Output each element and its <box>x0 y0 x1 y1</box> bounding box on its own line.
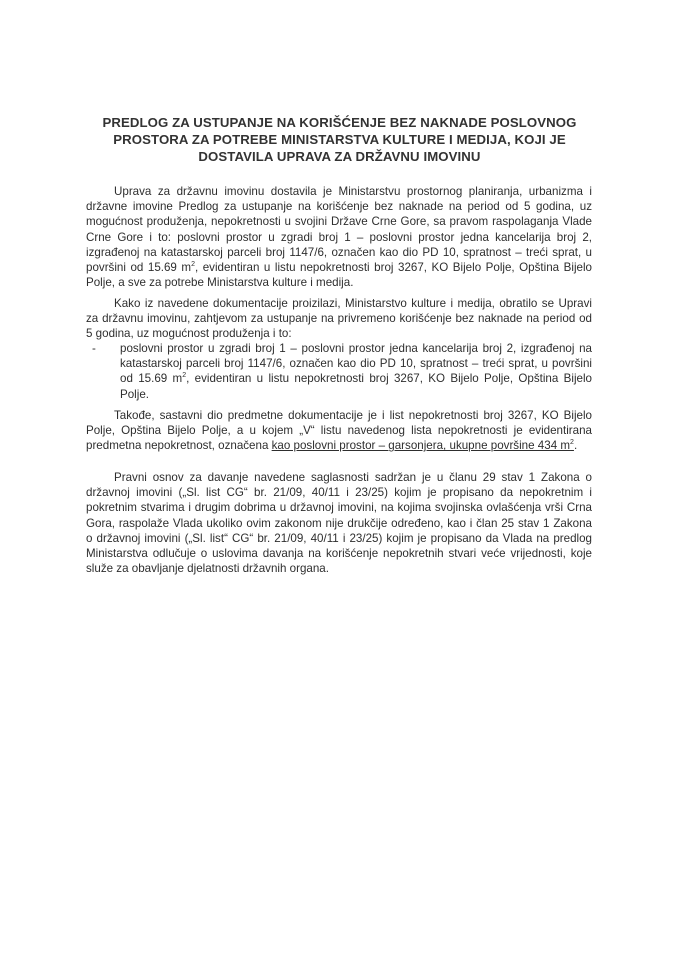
paragraph-intro-tail: , evidentiran u listu nepokretnosti broj 3267, KO Bijelo Polje, Opština Bijelo Polje, a sve za potrebe Ministarstva kulture i medija. <box>86 261 592 290</box>
property-list <box>86 341 592 402</box>
list-bullet: - <box>92 342 96 355</box>
paragraph-intro <box>86 184 592 290</box>
list-item-tail: , evidentiran u listu nepokretnosti broj 3267, KO Bijelo Polje, Opština Bijelo Polje. <box>120 372 592 401</box>
paragraph-request: Kako iz navedene dokumentacije proizilazi, Ministarstvo kulture i medija, obratilo se Upravi za državnu imovinu, zahtjevom za ustupanje na privremeno korišćenje bez naknade na period od 5 godina, uz mogućnost produženja i to: <box>86 297 592 341</box>
paragraph-legal-basis: Pravni osnov za davanje navedene saglasnosti sadržan je u članu 29 stav 1 Zakona o državnoj imovini („Sl. list CG“ br. 21/09, 40/11 i 23/25) kojim je propisano da nepokretnim i pokretnim stvarima i drugim dobrima u državnoj imovini, na kojima svojinska ovlašćenja vrši Crna Gora, raspolaže Vlada ukoliko ovim zakonom nije drukčije određeno, kao i član 25 stav 1 Zakona o državnoj imovini („Sl. list“ CG“ br. 21/09, 40/11 i 23/25) kojim je propisano da Vlada na predlog Ministarstva odlučuje o uslovima davanja na korišćenje nepokretnih stvari veće vrijednosti, koje služe za obavljanje djelatnosti državnih organa. <box>86 471 592 576</box>
superscript-squared: 2 <box>182 372 187 380</box>
paragraph-documentation <box>86 408 592 454</box>
list-item <box>86 341 592 402</box>
superscript-squared: 2 <box>570 439 574 447</box>
paragraph-documentation-tail: . <box>573 439 578 453</box>
list-item-text: poslovni prostor u zgradi broj 1 – poslovni prostor jedna kancelarija broj 2, izgrađenoj na katastarskoj parceli broj 1147/6, označen kao dio PD 10, spratnost – treći sprat, u površini od 15.69 m <box>120 342 592 386</box>
underlined-text: kao poslovni prostor – garsonjera, ukupne površine 434 m <box>271 439 571 453</box>
paragraph-documentation-text: Takođe, sastavni dio predmetne dokumentacije je i list nepokretnosti broj 3267, KO Bijelo Polje, Opština Bijelo Polje, a u kojem „V“ listu navedenog lista nepokretnosti je evidentirana predmetna nepokretnost, označena <box>86 409 592 453</box>
paragraph-intro-text: Uprava za državnu imovinu dostavila je Ministarstvu prostornog planiranja, urbanizma i državne imovine Predlog za ustupanje na korišćenje bez naknade na period od 5 godina, uz mogućnost produženja, nepokretnosti u svojini Države Crne Gore, sa pravom raspolaganja Vlade Crne Gore i to: poslovni prostor u zgradi broj 1 – poslovni prostor jedna kancelarija broj 2, izgrađenoj na katastarskoj parceli broj 1147/6, označen kao dio PD 10, spratnost – treći sprat, u površini od 15.69 m <box>86 185 592 275</box>
superscript-squared: 2 <box>191 261 195 269</box>
document-title: PREDLOG ZA USTUPANJE NA KORIŠĆENJE BEZ NAKNADE POSLOVNOG PROSTORA ZA POTREBE MINISTARSTVA KULTURE I MEDIJA, KOJI JE DOSTAVILA UPRAVA ZA DRŽAVNU IMOVINU <box>102 115 577 164</box>
underlined-property-description <box>272 439 574 452</box>
